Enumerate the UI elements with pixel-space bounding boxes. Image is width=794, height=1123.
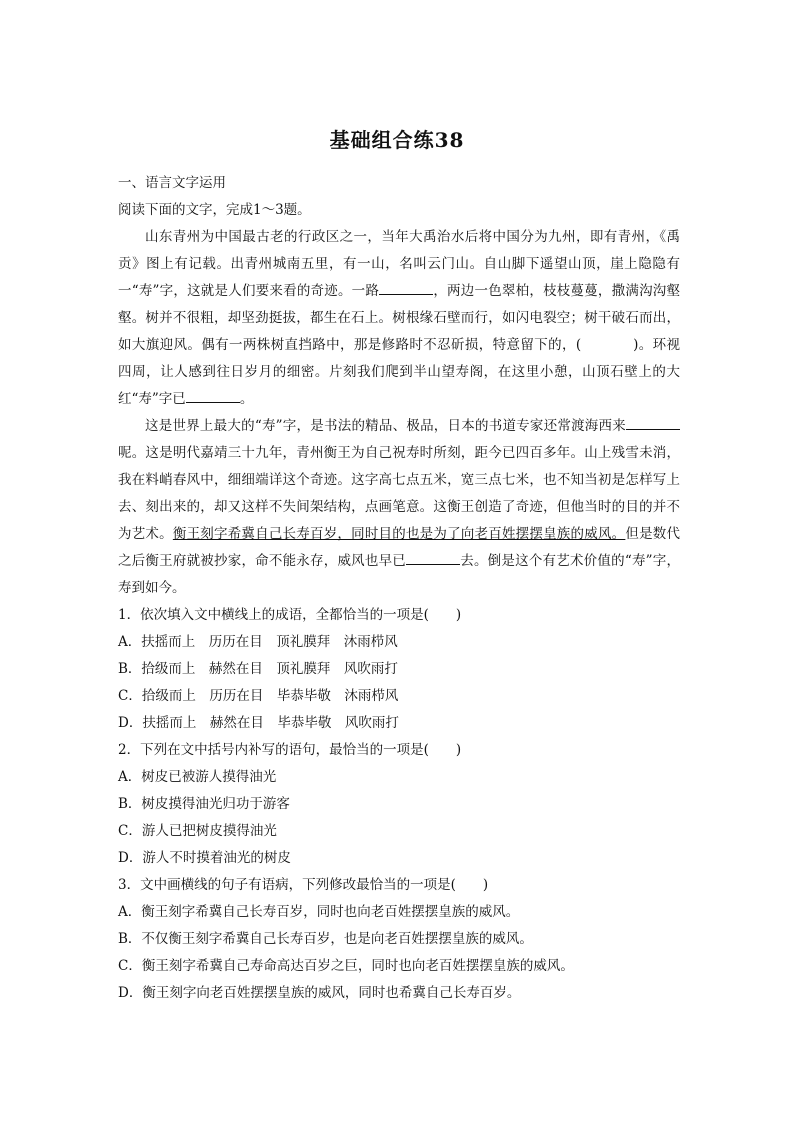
- passage-text: 去。倒是这个有艺术价值的“寿”字，寿到如今。: [118, 553, 680, 596]
- option-item: C．衡王刻字希冀自己寿命高达百岁之巨，同时也向老百姓摆摆皇族的威风。: [118, 958, 574, 974]
- option-item: C．拾级而上 历历在目 毕恭毕敬 沐雨栉风: [118, 688, 399, 704]
- option-item: B．拾级而上 赫然在目 顶礼膜拜 风吹雨打: [118, 661, 398, 677]
- option-item: D．扶摇而上 赫然在目 毕恭毕敬 风吹雨打: [118, 715, 399, 731]
- fill-blank-2: [186, 388, 240, 403]
- fill-blank-1: [379, 280, 433, 295]
- fill-blank-3: [626, 415, 680, 430]
- option-item: A．衡王刻字希冀自己长寿百岁，同时也向老百姓摆摆皇族的威风。: [118, 904, 520, 920]
- option-item: D．游人不时摸着油光的树皮: [118, 850, 291, 866]
- passage-text: 但是数代之后衡王府就被抄家，命不能永存，威风也早已: [118, 526, 681, 569]
- page-title: 基础组合练38: [329, 128, 465, 152]
- option-item: A．扶摇而上 历历在目 顶礼膜拜 沐雨栉风: [118, 634, 398, 650]
- question-stem: 1．依次填入文中横线上的成语，全都恰当的一项是( ): [118, 607, 462, 623]
- option-item: B．树皮摸得油光归功于游客: [118, 796, 290, 812]
- option-item: B．不仅衡王刻字希冀自己长寿百岁，也是向老百姓摆摆皇族的威风。: [118, 931, 533, 947]
- option-item: D．衡王刻字向老百姓摆摆皇族的威风，同时也希冀自己长寿百岁。: [118, 985, 521, 1001]
- question-stem: 2．下列在文中括号内补写的语句，最恰当的一项是( ): [118, 742, 462, 758]
- option-item: C．游人已把树皮摸得油光: [118, 823, 277, 839]
- underlined-sentence: 衡王刻字希冀自己长寿百岁，同时目的也是为了向老百姓摆摆皇族的威风。: [172, 526, 626, 542]
- fill-blank-4: [406, 550, 460, 565]
- passage-text: 山东青州为中国最古老的行政区之一，当年大禹治水后将中国分为九州，即有青州，《禹贡》图上有记载。出青州城南五里，有一山，名叫云门山。自山脚下遥望山顶，崖上隐隐有一“寿”字，这就是人们要来看的奇迹。一路: [118, 229, 680, 299]
- passage-text: ，两边一色翠柏，枝枝蔓蔓，撒满沟沟壑壑。树并不很粗，却坚劲挺拔，都生在石上。树根缘石壁而行，如闪电裂空；树干破石而出，如大旗迎风。偶有一两株树直挡路中，那是修路时不忍斫损，特意留下的，(: [118, 283, 681, 353]
- passage-text: )。环视四周，让人感到往日岁月的细密。片刻我们爬到半山望寿阁，在这里小憩，山顶石壁上的大红“寿”字已: [118, 337, 680, 407]
- instruction: 阅读下面的文字，完成1～3题。: [118, 202, 311, 218]
- passage-paragraph-2: [118, 413, 680, 602]
- passage-text: 这是世界上最大的“寿”字，是书法的精品、极品，日本的书道专家还常渡海西来: [145, 418, 626, 434]
- section-heading: 一、语言文字运用: [118, 175, 226, 191]
- passage-paragraph-1: [118, 224, 680, 413]
- option-item: A．树皮已被游人摸得油光: [118, 769, 277, 785]
- passage-text: 。: [239, 391, 254, 407]
- passage-text: 呢。这是明代嘉靖三十九年，青州衡王为自己祝寿时所刻，距今已四百多年。山上残雪未消，我在料峭春风中，细细端详这个奇迹。这字高七点五米，宽三点七米，也不知当初是怎样写上去、刻出来的，却又这样不失间架结构，点画笔意。这衡王创造了奇迹，但他当时的目的并不为艺术。: [118, 445, 680, 542]
- question-stem: 3．文中画横线的句子有语病，下列修改最恰当的一项是( ): [118, 877, 489, 893]
- document-content: [118, 170, 680, 1007]
